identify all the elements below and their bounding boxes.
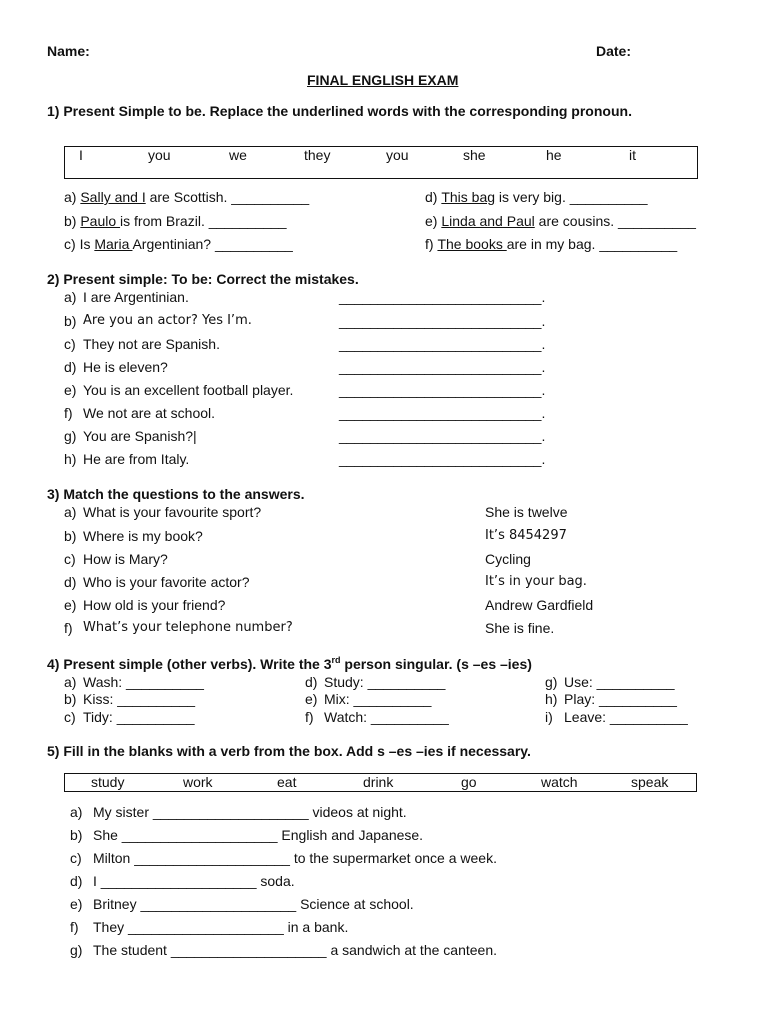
s2-answer-blank: __________________________. [339,289,546,305]
s4-item: Watch: __________ [324,709,449,725]
underlined-phrase: Maria [94,236,133,252]
item-post: is from Brazil. __________ [120,213,287,229]
s4-item: Wash: __________ [83,674,204,690]
s3-answer: She is fine. [485,620,555,636]
s3-question: How is Mary? [83,551,168,567]
s1-item-d [425,189,648,205]
s4-item: Use: __________ [564,674,675,690]
s3-question: What’s your telephone number? [83,620,293,635]
pronoun-word: you [386,147,409,163]
s5-item: I ____________________ soda. [93,873,295,889]
s2-answer-blank: __________________________. [339,428,546,444]
item-letter: c) [64,236,76,252]
s4-item: Study: __________ [324,674,446,690]
s4-item: Mix: __________ [324,691,432,707]
s4-item-letter: h) [545,691,558,707]
item-letter: e) [425,213,438,229]
underlined-phrase: Sally and I [80,189,146,205]
s3-question-letter: f) [64,620,73,636]
s3-question-letter: d) [64,574,77,590]
s5-item: The student ____________________ a sandwich at the canteen. [93,942,497,958]
underlined-phrase: Paulo [80,213,121,229]
s2-item-letter: b) [64,313,77,329]
pronoun-word: he [546,147,562,163]
verb-word: work [183,774,213,790]
s3-answer: Cycling [485,551,531,567]
s4-item: Leave: __________ [564,709,688,725]
s2-item-text: We not are at school. [83,405,216,421]
pronoun-word: I [79,147,83,163]
s4-item: Tidy: __________ [83,709,195,725]
item-letter: d) [425,189,438,205]
s3-question-letter: b) [64,528,77,544]
s2-answer-blank: __________________________. [339,451,546,467]
item-letter: a) [64,189,77,205]
s2-item-letter: a) [64,289,77,305]
exam-title: FINAL ENGLISH EXAM [307,72,459,88]
s3-answer: Andrew Gardfield [485,597,594,613]
item-post: is very big. __________ [495,189,648,205]
s5-item: They ____________________ in a bank. [93,919,349,935]
verb-word: eat [277,774,297,790]
s2-answer-blank: __________________________. [339,336,546,352]
item-pre: Is [79,236,95,252]
s3-question: Where is my book? [83,528,203,544]
item-post: are in my bag. __________ [506,236,678,252]
heading-text: person singular. (s –es –ies) [340,656,532,672]
s2-item-letter: f) [64,405,73,421]
s4-item-letter: e) [305,691,318,707]
s5-item-letter: c) [70,850,82,866]
s3-question: Who is your favorite actor? [83,574,250,590]
s2-item-text: He are from Italy. [83,451,190,467]
underlined-phrase: Linda and Paul [441,213,535,229]
s5-item: Milton ____________________ to the supermarket once a week. [93,850,497,866]
s4-item-letter: b) [64,691,77,707]
s3-question-letter: e) [64,597,77,613]
section1-heading: 1) Present Simple to be. Replace the underlined words with the corresponding pronoun. [47,103,632,119]
s2-item-letter: e) [64,382,77,398]
s4-item-letter: a) [64,674,77,690]
s5-item-letter: f) [70,919,79,935]
s5-item-letter: b) [70,827,83,843]
section5-heading: 5) Fill in the blanks with a verb from the box. Add s –es –ies if necessary. [47,743,531,759]
s1-item-b [64,213,287,229]
s3-question: What is your favourite sport? [83,504,262,520]
s5-item: She ____________________ English and Japanese. [93,827,424,843]
item-post: are cousins. __________ [534,213,696,229]
s1-item-f [425,236,677,252]
s3-question-letter: c) [64,551,76,567]
s3-question-letter: a) [64,504,77,520]
s2-item-text: You are Spanish?| [83,428,197,444]
s2-answer-blank: __________________________. [339,382,546,398]
pronoun-word: it [629,147,636,163]
s2-answer-blank: __________________________. [339,313,546,329]
s5-item: My sister ____________________ videos at night. [93,804,407,820]
s3-answer: It’s 8454297 [485,528,567,543]
s2-item-text: You is an excellent football player. [83,382,294,398]
s5-item: Britney ____________________ Science at school. [93,896,414,912]
s2-item-letter: d) [64,359,77,375]
verb-word: drink [363,774,394,790]
ordinal-suffix: rd [331,655,341,665]
s2-answer-blank: __________________________. [339,405,546,421]
s2-item-text: Are you an actor? Yes I’m. [83,313,252,328]
underlined-phrase: The books [437,236,507,252]
pronoun-word: she [463,147,486,163]
s5-item-letter: e) [70,896,83,912]
pronoun-box [64,146,698,179]
s4-item-letter: i) [545,709,553,725]
date-label: Date: [596,43,632,59]
item-post: are Scottish. __________ [145,189,310,205]
s5-item-letter: g) [70,942,83,958]
s2-item-letter: h) [64,451,77,467]
section4-heading [47,656,532,672]
s2-item-text: He is eleven? [83,359,168,375]
s5-item-letter: a) [70,804,83,820]
s3-question: How old is your friend? [83,597,226,613]
verb-word: go [461,774,477,790]
s4-item: Play: __________ [564,691,677,707]
s2-answer-blank: __________________________. [339,359,546,375]
s4-item-letter: d) [305,674,318,690]
s3-answer: She is twelve [485,504,568,520]
heading-text: 4) Present simple (other verbs). Write the 3 [47,656,332,672]
s1-item-e [425,213,696,229]
name-label: Name: [47,43,90,59]
s4-item-letter: g) [545,674,558,690]
section2-heading: 2) Present simple: To be: Correct the mistakes. [47,271,359,287]
item-post: Argentinian? __________ [132,236,293,252]
s2-item-text: They not are Spanish. [83,336,220,352]
verb-word: watch [541,774,578,790]
pronoun-word: they [304,147,331,163]
s1-item-c [64,236,293,252]
s2-item-text: I are Argentinian. [83,289,189,305]
s2-item-letter: c) [64,336,76,352]
s4-item: Kiss: __________ [83,691,196,707]
verb-word: speak [631,774,669,790]
pronoun-word: you [148,147,171,163]
pronoun-word: we [229,147,247,163]
underlined-phrase: This bag [441,189,496,205]
s1-item-a [64,189,309,205]
verb-word: study [91,774,125,790]
verb-box [64,773,697,792]
s5-item-letter: d) [70,873,83,889]
s4-item-letter: c) [64,709,76,725]
item-letter: f) [425,236,434,252]
s2-item-letter: g) [64,428,77,444]
item-letter: b) [64,213,77,229]
s4-item-letter: f) [305,709,314,725]
section3-heading: 3) Match the questions to the answers. [47,486,305,502]
s3-answer: It’s in your bag. [485,574,587,589]
